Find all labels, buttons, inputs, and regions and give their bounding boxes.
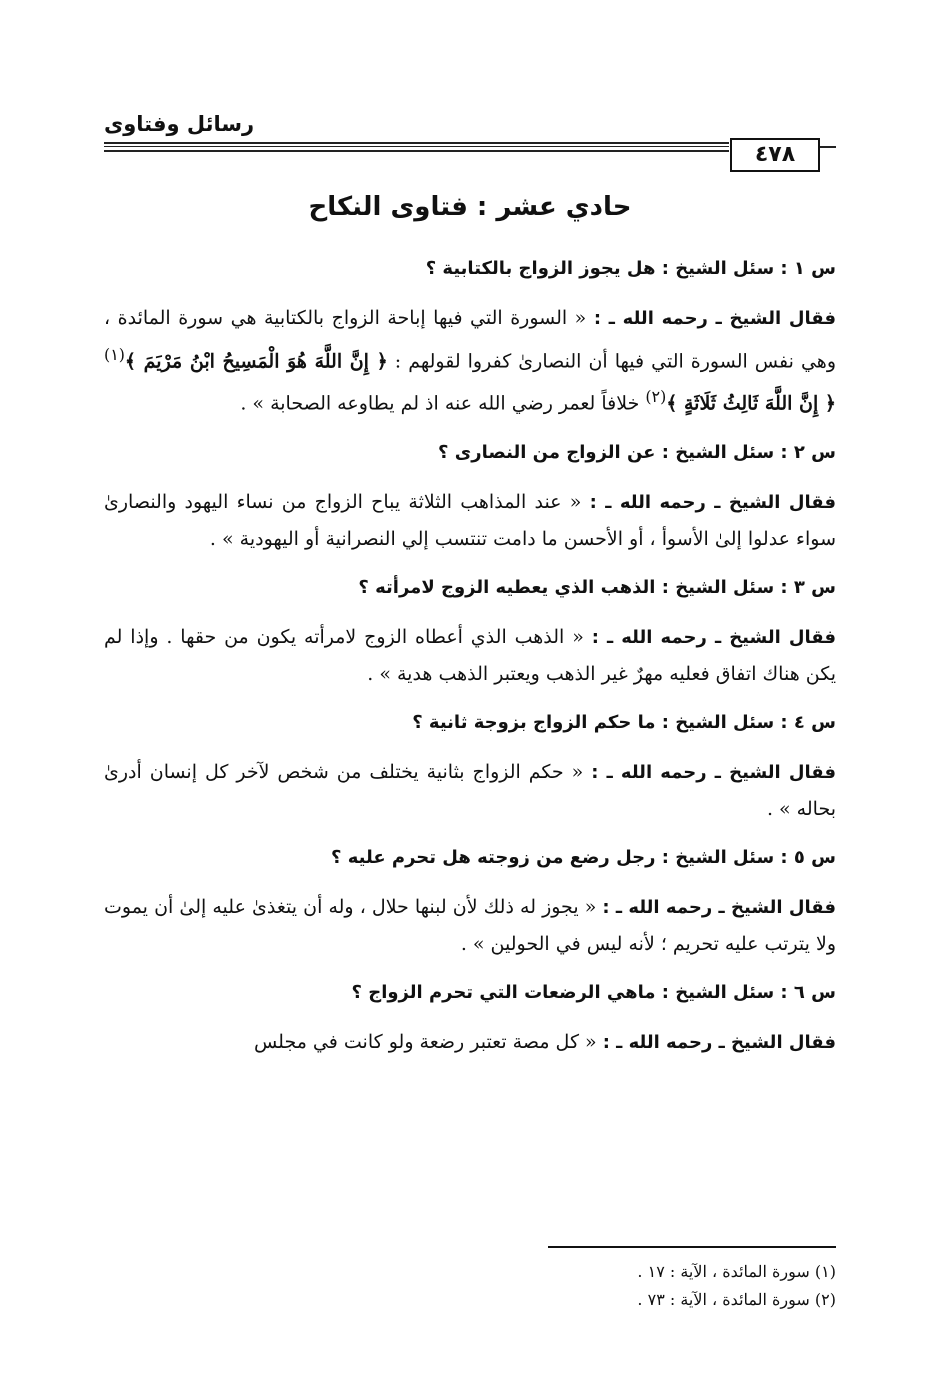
quran-quote: ﴿ إِنَّ اللَّهَ ثَالِثُ ثَلَاثَةٍ ﴾ <box>666 392 836 415</box>
answer-2 <box>104 484 836 557</box>
answer-text: « حكم الزواج بثانية يختلف من شخص لآخر كل إنسان أدرىٰ بحاله » . <box>104 760 836 820</box>
page-number-box: ٤٧٨ <box>730 138 820 172</box>
answer-lead: فقال الشيخ ـ رحمه الله ـ : <box>589 491 837 513</box>
answer-text: خلافاً لعمر رضي الله عنه اذ لم يطاوعه الصحابة » . <box>240 392 646 415</box>
footnotes <box>400 1258 836 1314</box>
answer-lead: فقال الشيخ ـ رحمه الله ـ : <box>591 626 836 648</box>
answer-4 <box>104 754 836 827</box>
footnote-marker: (٢) <box>645 387 667 407</box>
answer-text: « كل مصة تعتبر رضعة ولو كانت في مجلس <box>253 1030 603 1053</box>
answer-text: « الذهب الذي أعطاه الزوج لامرأته يكون من حقها . وإذا لم يكن هناك اتفاق فعليه مهرٌ غير الذهب ويعتبر الذهب هدية » . <box>104 625 836 685</box>
footnote-marker: (١) <box>104 345 125 364</box>
question-6: س ٦ : سئل الشيخ : ماهي الرضعات التي تحرم الزواج ؟ <box>351 981 836 1003</box>
question-5: س ٥ : سئل الشيخ : رجل رضع من زوجته هل تحرم عليه ؟ <box>331 846 836 868</box>
answer-lead: فقال الشيخ ـ رحمه الله ـ : <box>602 1031 836 1053</box>
fatwa-list <box>104 252 836 1075</box>
answer-6 <box>104 1024 836 1061</box>
running-header-title: رسائل وفتاوى <box>104 112 255 136</box>
question-3: س ٣ : سئل الشيخ : الذهب الذي يعطيه الزوج لامرأته ؟ <box>358 576 836 598</box>
footnote-2: (٢) سورة المائدة ، الآية : ٧٣ . <box>637 1290 836 1309</box>
header-rule <box>104 140 836 154</box>
answer-lead: فقال الشيخ ـ رحمه الله ـ : <box>593 308 836 329</box>
answer-1 <box>104 300 836 422</box>
quran-quote: ﴿ إِنَّ اللَّهَ هُوَ الْمَسِيحُ ابْنُ مَرْيَمَ ﴾ <box>124 350 388 373</box>
footnote-1: (١) سورة المائدة ، الآية : ١٧ . <box>637 1262 836 1281</box>
answer-lead: فقال الشيخ ـ رحمه الله ـ : <box>591 761 836 783</box>
header-rule-line <box>104 150 729 152</box>
header-rule-line <box>104 146 729 147</box>
question-2: س ٢ : سئل الشيخ : عن الزواج من النصارى ؟ <box>438 441 836 463</box>
answer-text: « السورة التي فيها إباحة الزواج بالكتابية هي سورة المائدة ، وهي نفس السورة التي فيها أن النصارىٰ كفروا لقولهم : <box>104 307 836 373</box>
question-1: س ١ : سئل الشيخ : هل يجوز الزواج بالكتابية ؟ <box>425 258 836 279</box>
answer-lead: فقال الشيخ ـ رحمه الله ـ : <box>602 896 837 918</box>
answer-text: « عند المذاهب الثلاثة يباح الزواج من نساء اليهود والنصارىٰ سواء عدلوا إلىٰ الأسوأ ، أو الأحسن ما دامت تنتسب إلي النصرانية أو اليهودية » . <box>104 490 836 550</box>
header-rule-line <box>104 142 729 144</box>
chapter-title: حادي عشر : فتاوى النكاح <box>308 192 632 222</box>
footnote-divider <box>548 1246 836 1248</box>
answer-3 <box>104 619 836 692</box>
question-4: س ٤ : سئل الشيخ : ما حكم الزواج بزوجة ثانية ؟ <box>412 711 836 733</box>
answer-5 <box>104 889 836 962</box>
answer-text: « يجوز له ذلك لأن لبنها حلال ، وله أن يتغذىٰ عليه إلىٰ أن يموت ولا يترتب عليه تحريم ؛ لأنه ليس في الحولين » . <box>104 895 836 955</box>
